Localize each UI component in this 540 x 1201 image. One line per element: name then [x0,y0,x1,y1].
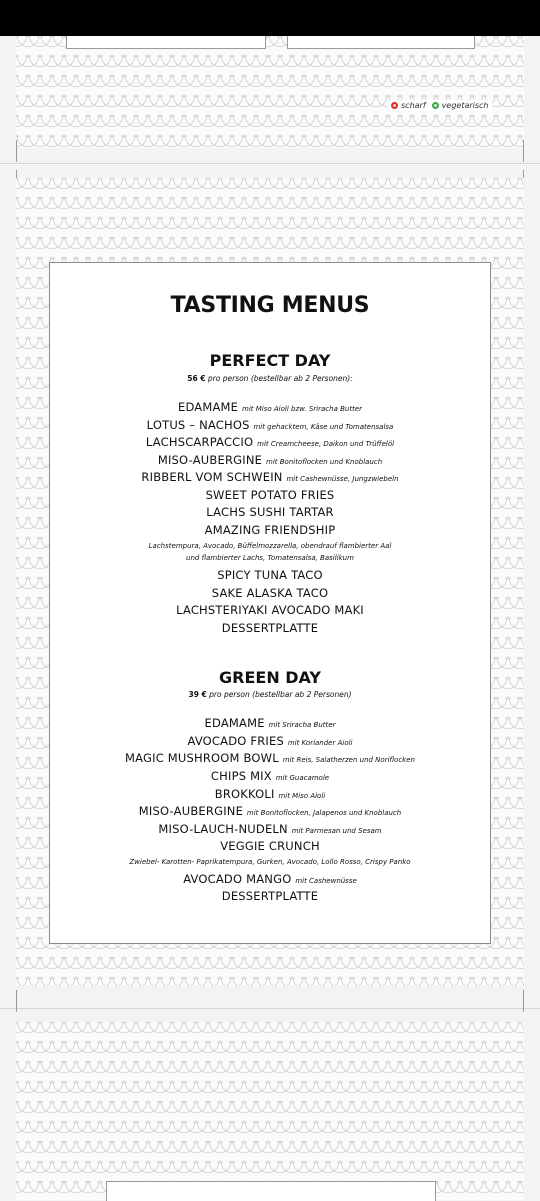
menu-item: SWEET POTATO FRIES [205,488,335,502]
menu-item-description: Zwiebel- Karotten- Paprikatempura, Gurken, Avocado, Lollo Rosso, Crispy Panko [129,858,411,866]
legend-scharf-label: scharf [401,101,426,110]
menu-item: AVOCADO FRIES mit Koriander Aioli [187,734,353,748]
crop-mark [523,990,524,1012]
menu-item: DESSERTPLATTE [221,889,319,903]
crop-mark [16,140,17,162]
section-title-perfect-day: PERFECT DAY [209,351,331,370]
section-title-green-day: GREEN DAY [219,668,321,687]
menu-item: LACHSCARPACCIO mit Creamcheese, Daikon und Trüffelöl [145,435,395,449]
tasting-menu-card [49,262,491,944]
chili-icon [391,102,398,109]
menu-item: MISO-AUBERGINE mit Bonitoflocken, Jalapenos und Knoblauch [138,804,402,818]
menu-item: CHIPS MIX mit Guacamole [210,769,330,783]
price: 56 € [187,374,206,383]
legend-vegetarisch-label: vegetarisch [441,101,489,110]
previous-menu-card-left [66,36,266,49]
menu-item: SAKE ALASKA TACO [211,586,329,600]
price-note: pro person (bestellbar ab 2 Personen) [209,690,352,699]
menu-item: SPICY TUNA TACO [217,568,323,582]
menu-item: DESSERTPLATTE [221,621,319,635]
menu-item: LOTUS – NACHOS mit gehacktem, Käse und Tomatensalsa [146,418,394,432]
price-line [50,374,490,383]
previous-menu-card-right [287,36,475,49]
page-title: TASTING MENUS [170,293,370,318]
menu-item: AMAZING FRIENDSHIP [204,523,336,537]
menu-item-description: Lachstempura, Avocado, Büffelmozzarella, obendrauf flambierter Aal [148,542,392,550]
page-divider [0,163,540,164]
menu-item: EDAMAME mit Sriracha Butter [204,716,336,730]
menu-item: VEGGIE CRUNCH [220,839,320,853]
next-menu-page [16,1022,524,1200]
next-menu-card [106,1181,436,1201]
previous-menu-page [16,36,524,148]
menu-item: LACHSTERIYAKI AVOCADO MAKI [176,603,364,617]
leaf-icon [432,102,439,109]
menu-item: MISO-LAUCH-NUDELN mit Parmesan und Sesam [158,822,382,836]
menu-item: BROKKOLI mit Miso Aioli [214,787,326,801]
price-note: pro person (bestellbar ab 2 Personen): [207,374,353,383]
menu-item: MAGIC MUSHROOM BOWL mit Reis, Salatherzen und Noriflocken [125,751,415,765]
menu-item: MISO-AUBERGINE mit Bonitoflocken und Knoblauch [157,453,383,467]
menu-item-description: und flambierter Lachs, Tomatensalsa, Basilikum [186,554,354,562]
menu-item: RIBBERL VOM SCHWEIN mit Cashewnüsse, Jungzwiebeln [141,470,399,484]
menu-item: AVOCADO MANGO mit Cashewnüsse [183,872,357,886]
top-bar [0,0,540,36]
menu-item: EDAMAME mit Miso Aioli bzw. Sriracha Butter [177,400,363,414]
price: 39 € [188,690,207,699]
price-line [50,690,490,699]
page-divider [0,1008,540,1009]
crop-mark [16,990,17,1012]
crop-mark [523,140,524,162]
menu-item: LACHS SUSHI TARTAR [206,505,334,519]
legend [388,100,492,111]
